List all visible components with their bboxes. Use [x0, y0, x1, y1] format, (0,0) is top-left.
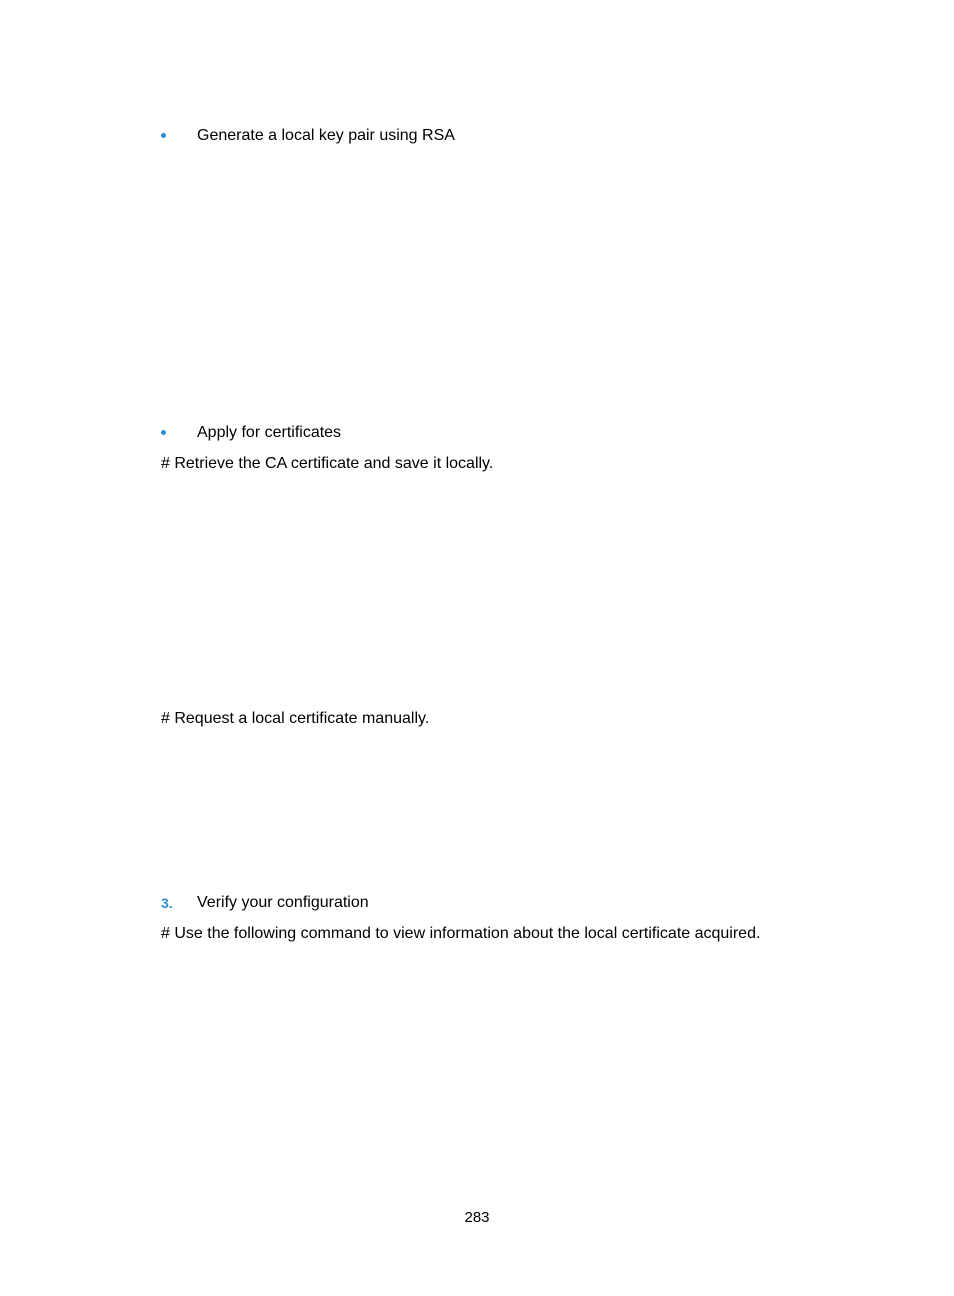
bullet-text: Generate a local key pair using RSA [197, 127, 455, 144]
bullet-dot-icon [161, 133, 166, 138]
paragraph-view-cert-info: # Use the following command to view information about the local certificate acquired. [161, 925, 761, 942]
step-label: Verify your configuration [197, 894, 369, 911]
paragraph-retrieve-ca: # Retrieve the CA certificate and save it locally. [161, 455, 494, 472]
bullet-text: Apply for certificates [197, 424, 342, 441]
bullet-dot-icon [161, 430, 166, 435]
page-number: 283 [464, 1209, 490, 1226]
step-number: 3. [161, 895, 173, 911]
paragraph-request-local-cert: # Request a local certificate manually. [161, 710, 430, 727]
